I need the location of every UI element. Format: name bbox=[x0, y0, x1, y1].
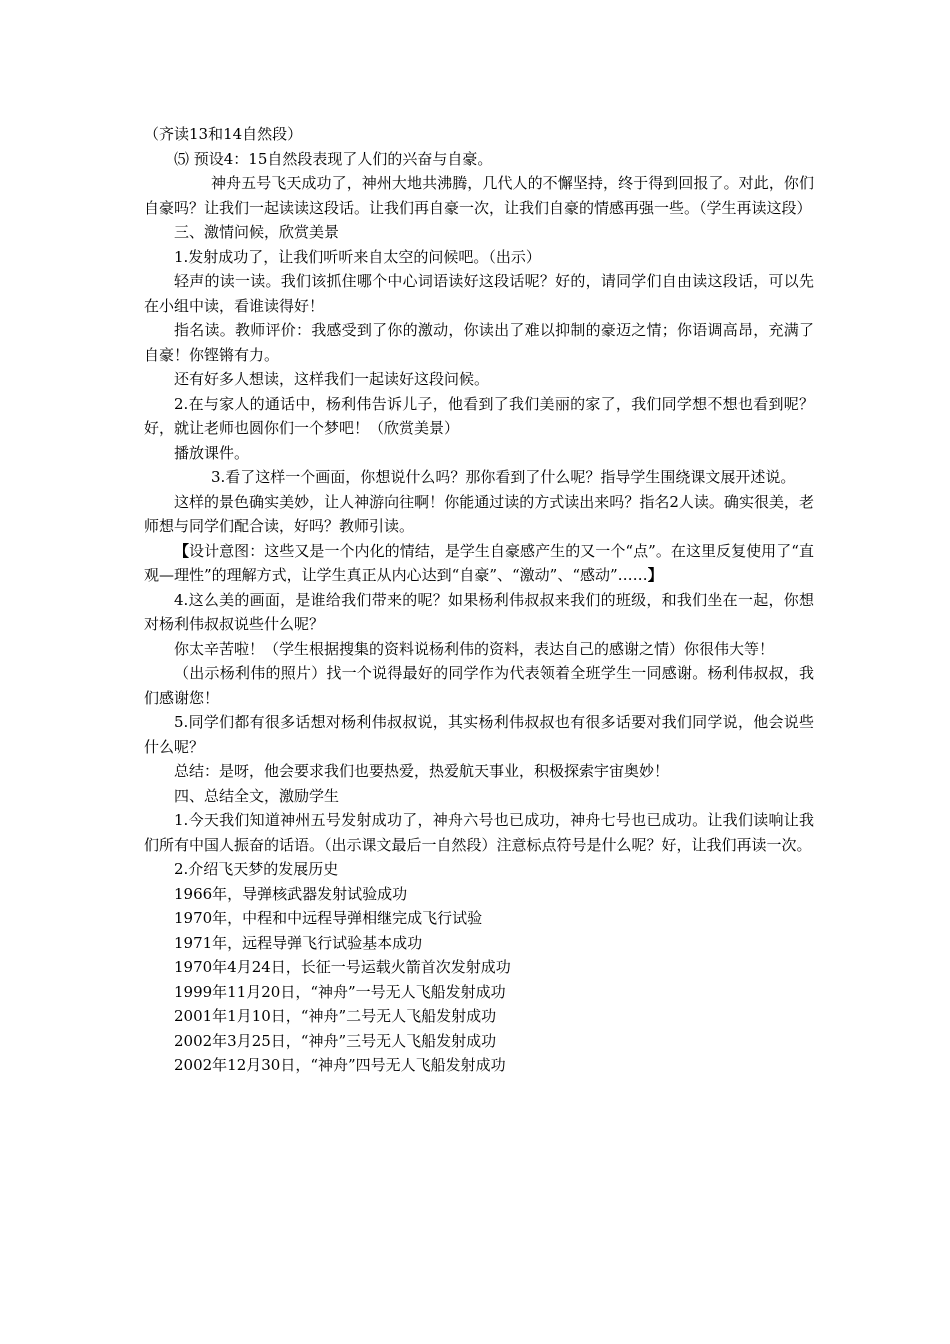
paragraph: 5.同学们都有很多话想对杨利伟叔叔说，其实杨利伟叔叔也有很多话要对我们同学说，他会说些什么呢？ bbox=[144, 713, 814, 756]
timeline-item: 2002年12月30日，“神舟”四号无人飞船发射成功 bbox=[174, 1056, 506, 1074]
paragraph: 神舟五号飞天成功了，神州大地共沸腾，几代人的不懈坚持，终于得到回报了。对此，你们自豪吗？让我们一起读读这段话。让我们再自豪一次，让我们自豪的情感再强一些。（学生再读这段） bbox=[144, 174, 814, 217]
paragraph: 轻声的读一读。我们该抓住哪个中心词语读好这段话呢？好的，请同学们自由读这段话，可以先在小组中读，看谁读得好！ bbox=[144, 272, 814, 315]
timeline-item: 1970年，中程和中远程导弹相继完成飞行试验 bbox=[174, 909, 483, 927]
design-note-open: 【 bbox=[174, 541, 190, 560]
timeline-item: 1966年，导弹核武器发射试验成功 bbox=[174, 884, 408, 903]
design-note-close: 】 bbox=[647, 566, 663, 584]
paragraph: 你太辛苦啦！（学生根据搜集的资料说杨利伟的资料，表达自己的感谢之情）你很伟大等！ bbox=[174, 639, 775, 658]
timeline-item: 1971年，远程导弹飞行试验基本成功 bbox=[174, 933, 423, 952]
paragraph: 播放课件。 bbox=[174, 443, 250, 462]
paragraph: 2.在与家人的通话中，杨利伟告诉儿子，他看到了我们美丽的家了，我们同学想不想也看到呢？好，就让老师也圆你们一个梦吧！（欣赏美景） bbox=[144, 394, 814, 437]
section-heading: 四、总结全文，激励学生 bbox=[174, 786, 340, 805]
paragraph: 指名读。教师评价：我感受到了你的激动，你读出了难以抑制的豪迈之情；你语调高昂，充满了自豪！你铿锵有力。 bbox=[144, 321, 814, 364]
timeline-item: 2001年1月10日，“神舟”二号无人飞船发射成功 bbox=[174, 1007, 497, 1025]
timeline-item: 1999年11月20日，“神舟”一号无人飞船发射成功 bbox=[174, 982, 506, 1001]
paragraph: 2.介绍飞天梦的发展历史 bbox=[174, 860, 339, 878]
paragraph: （出示杨利伟的照片）找一个说得最好的同学作为代表领着全班学生一同感谢。杨利伟叔叔，我们感谢您！ bbox=[144, 664, 814, 707]
paragraph: 总结：是呀，他会要求我们也要热爱，热爱航天事业，积极探索宇宙奥妙！ bbox=[174, 762, 670, 780]
design-note bbox=[144, 539, 814, 588]
paragraph: ⑸ 预设4：15自然段表现了人们的兴奋与自豪。 bbox=[174, 149, 493, 168]
timeline-item: 1970年4月24日，长征一号运载火箭首次发射成功 bbox=[174, 958, 511, 976]
paragraph: 3.看了这样一个画面，你想说什么吗？那你看到了什么呢？指导学生围绕课文展开述说。 bbox=[211, 468, 796, 486]
paragraph: 还有好多人想读，这样我们一起读好这段问候。 bbox=[174, 370, 490, 388]
design-note-text: 设计意图：这些又是一个内化的情结，是学生自豪感产生的又一个“点”。在这里反复使用了“直观—理性”的理解方式，让学生真正从内心达到“自豪”、“激动”、“感动”…… bbox=[144, 541, 814, 584]
paragraph: （齐读13和14自然段） bbox=[144, 125, 303, 143]
paragraph: 4.这么美的画面，是谁给我们带来的呢？如果杨利伟叔叔来我们的班级，和我们坐在一起，你想对杨利伟叔叔说些什么呢？ bbox=[144, 590, 814, 633]
paragraph: 1.今天我们知道神州五号发射成功了，神舟六号也已成功，神舟七号也已成功。让我们读响让我们所有中国人振奋的话语。（出示课文最后一自然段）注意标点符号是什么呢？好，让我们再读一次。 bbox=[144, 811, 814, 854]
paragraph: 这样的景色确实美妙，让人神游向往啊！你能通过读的方式读出来吗？指名2人读。确实很美，老师想与同学们配合读，好吗？教师引读。 bbox=[144, 492, 814, 535]
paragraph: 1.发射成功了，让我们听听来自太空的问候吧。（出示） bbox=[174, 247, 541, 266]
section-heading: 三、激情问候，欣赏美景 bbox=[174, 223, 340, 241]
timeline-item: 2002年3月25日，“神舟”三号无人飞船发射成功 bbox=[174, 1031, 497, 1050]
document-body bbox=[144, 122, 814, 1078]
